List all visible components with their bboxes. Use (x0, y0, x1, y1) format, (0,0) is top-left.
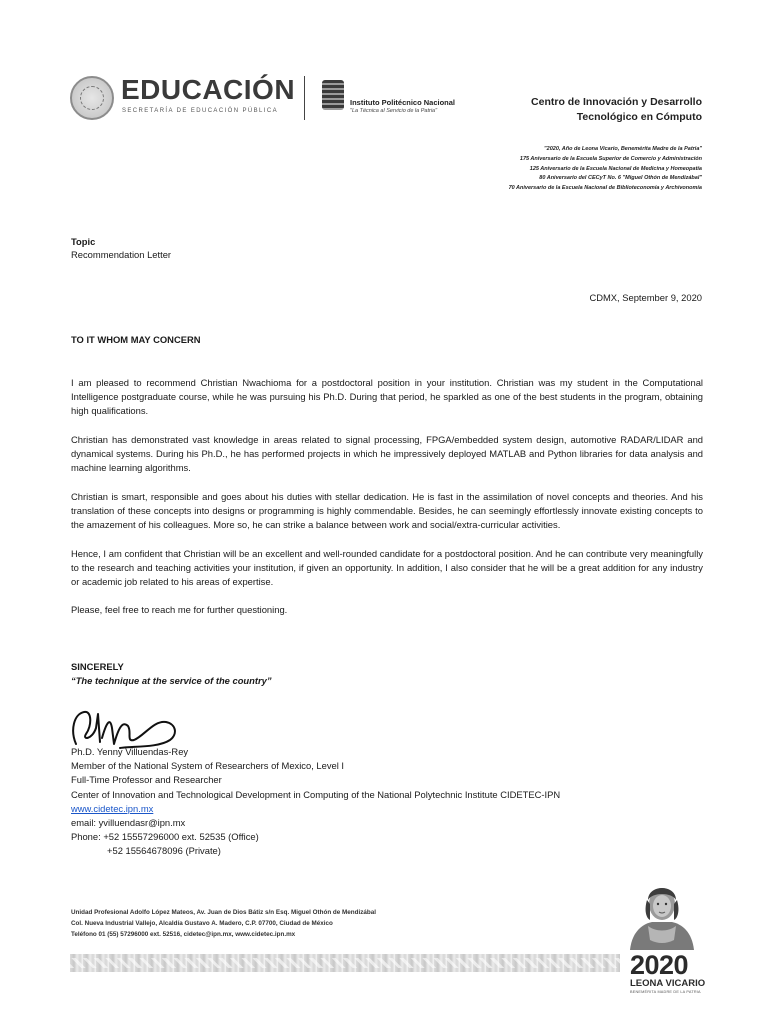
paragraph: Christian is smart, responsible and goes about his duties with stellar dedication. He is fast in the assimilation of novel concepts and theories. And his translation of these concepts into designs or programming is highly commendable. Besides, he can seemingly effortlessly innovate existing concepts to the amazement of his colleagues. More so, he can strike a balance between work and social/extra-curricular activities. (71, 491, 703, 531)
center-name (442, 95, 702, 125)
anniversary-line: 80 Aniversario del CECyT No. 6 "Miguel Othón de Mendizábal" (539, 175, 702, 182)
footer-line: Unidad Profesional Adolfo López Mateos, Av. Juan de Dios Bátiz s/n Esq. Miguel Othón de Mendizábal (71, 909, 376, 916)
header-divider (304, 76, 305, 120)
paragraph: I am pleased to recommend Christian Nwachioma for a postdoctoral position in your institution. Christian was my student in the Computational Intelligence postgraduate course, while he was pursuing his Ph.D. During that period, he sparkled as one of the best students in the program, obtaining high qualifications. (71, 377, 703, 417)
footer-address (71, 908, 376, 940)
sep-seal-logo (70, 76, 114, 120)
anniversary-line: "2020, Año de Leona Vicario, Benemérita Madre de la Patria" (544, 146, 702, 152)
topic-label: Topic (71, 236, 96, 247)
paragraph: Please, feel free to reach me for further questioning. (71, 604, 288, 615)
anniversary-line: 175 Aniversario de la Escuela Superior de Comercio y Administración (519, 155, 702, 162)
signer-phone-office: Phone: +52 15557296000 ext. 52535 (Office) (71, 831, 259, 843)
paragraph: Christian has demonstrated vast knowledge in areas related to signal processing, FPGA/embedded system design, automotive RADAR/LIDAR and dynamical systems. During his Ph.D., he has performed projects in which he impressively deployed MATLAB and Python libraries for data analysis and machine learning algorithms. (71, 434, 703, 474)
leona-vicario-portrait (628, 880, 696, 950)
ipn-motto: "La Técnica al Servicio de la Patria" (350, 108, 438, 114)
letter-date: CDMX, September 9, 2020 (589, 292, 702, 303)
ipn-logo (322, 80, 344, 110)
year-2020: 2020 (630, 950, 689, 980)
leona-vicario-label: LEONA VICARIO (630, 978, 706, 989)
footer-decorative-pattern (70, 958, 620, 968)
signer-institution: Center of Innovation and Technological Development in Computing of the National Polytechnic Institute CIDETEC-IPN (71, 788, 561, 800)
anniversary-line: 125 Aniversario de la Escuela Nacional de Medicina y Homeopatía (529, 165, 702, 172)
footer-line: Col. Nueva Industrial Vallejo, Alcaldía Gustavo A. Madero, C.P. 07700, Ciudad de México (71, 919, 333, 927)
closing-motto: “The technique at the service of the country” (71, 675, 272, 686)
signature-block (71, 745, 560, 859)
anniversary-list (322, 145, 702, 194)
signer-email: email: yvilluendasr@ipn.mx (71, 817, 186, 829)
paragraph: Hence, I am confident that Christian will be an excellent and well-rounded candidate for a postdoctoral position. And he can contribute very meaningfully to the research and teaching activities your institution, if given an opportunity. In addition, I also consider that he will be a great addition for any industry or academic job related to his areas of expertise. (71, 548, 703, 588)
website-link[interactable]: www.cidetec.ipn.mx (71, 802, 154, 814)
signer-phone-private: +52 15564678096 (Private) (107, 845, 221, 857)
anniversary-line: 70 Aniversario de la Escuela Nacional de Biblioteconomía y Archivonomía (508, 185, 702, 192)
leona-vicario-subtitle: BENEMÉRITA MADRE DE LA PATRIA (630, 990, 701, 994)
ipn-name: Instituto Politécnico Nacional (350, 98, 456, 107)
salutation: TO IT WHOM MAY CONCERN (71, 334, 201, 345)
signer-title: Member of the National System of Researchers of Mexico, Level I (71, 760, 345, 772)
sep-title: EDUCACIÓN (121, 74, 296, 105)
center-name-line1: Centro de Innovación y Desarrollo (531, 96, 702, 108)
sep-subtitle: SECRETARÍA DE EDUCACIÓN PÚBLICA (122, 108, 278, 114)
signer-name: Ph.D. Yenny Villuendas-Rey (71, 746, 189, 757)
footer-line: Teléfono 01 (55) 57296000 ext. 52516, cidetec@ipn.mx, www.cidetec.ipn.mx (71, 930, 296, 938)
center-name-line2: Tecnológico en Cómputo (576, 111, 702, 123)
closing: SINCERELY (71, 661, 124, 672)
signer-position: Full-Time Professor and Researcher (71, 774, 222, 786)
topic-value: Recommendation Letter (71, 249, 172, 260)
